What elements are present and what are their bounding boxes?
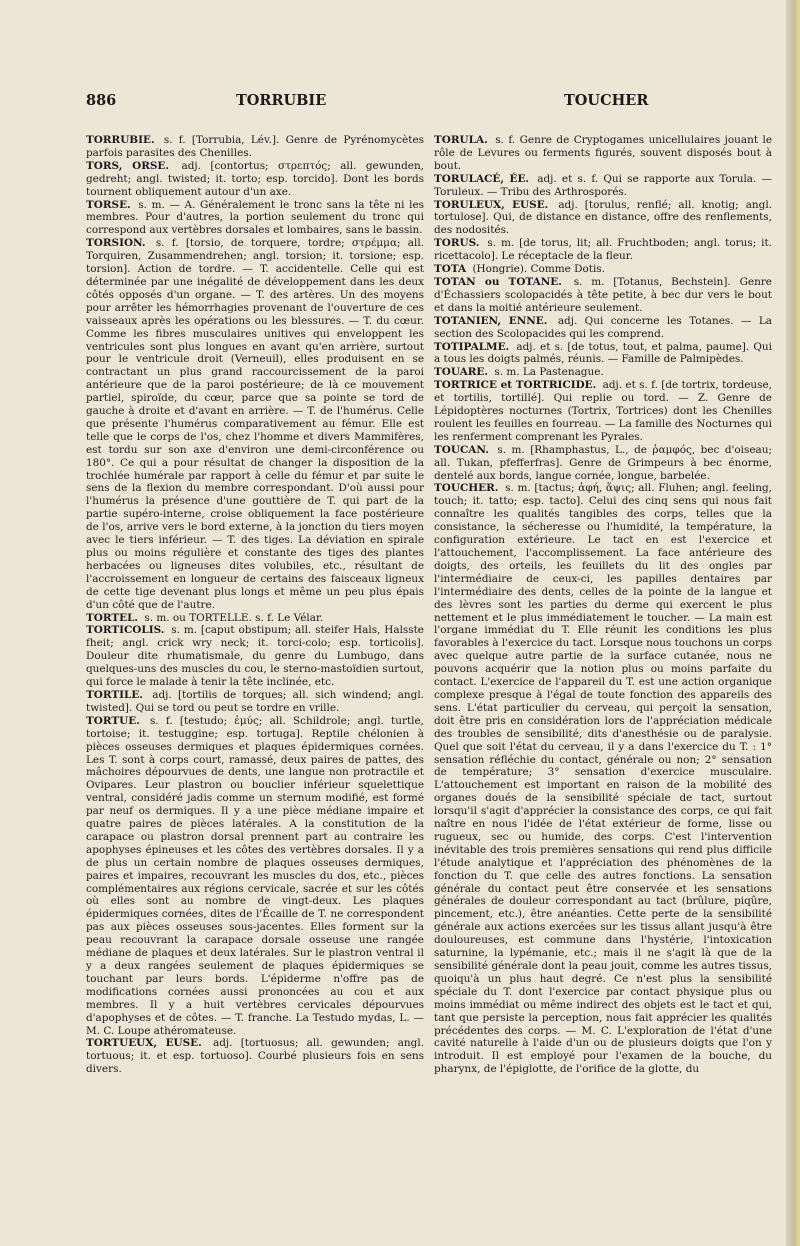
dictionary-entry — [86, 134, 424, 160]
entry-definition: (Hongrie). Comme Dotis. — [472, 263, 605, 276]
entry-headword: TORRUBIE. — [86, 134, 155, 146]
dictionary-entry — [86, 160, 424, 199]
entry-headword: TORTRICE et TORTRICIDE. — [434, 379, 597, 392]
entry-definition: s. m. [de torus, lit; all. Fruchtboden; angl. torus; it. ricettacolo]. Le réceptacle de la fleur. — [434, 237, 772, 263]
dictionary-entry — [434, 276, 772, 315]
dictionary-entry — [434, 173, 772, 199]
entry-headword: TORTEL. — [86, 611, 139, 624]
page-spine-edge — [786, 0, 800, 1246]
entry-definition: adj. et s. f. [de tortrix, tordeuse, et tortilis, tortillé]. Qui replie ou tord. — Z. Genre de Lépidoptères nocturnes (Tortrix, Tortrices) dont les Chenilles roulent les feuilles en fourreau. — La famille des Nocturnes qui les renferment comprenant les Pyrales. — [434, 379, 773, 443]
entry-headword: TORTUE. — [86, 714, 140, 727]
entry-definition: s. f. Genre de Cryptogames unicellulaires jouant le rôle de Levures ou ferments figurés, souvent disposés bout à bout. — [434, 134, 773, 172]
right-column — [434, 134, 772, 1076]
entry-headword: TORTILE. — [86, 688, 143, 701]
entry-headword: TOTAN ou TOTANE. — [434, 275, 562, 288]
entry-definition: s. m. — A. Généralement le tronc sans la tête ni les membres. Pour d'autres, la portion seulement du tronc qui correspond aux vertèbres dorsales et lombaires, sans le bassin. — [86, 198, 424, 237]
entry-definition: s. f. [Torrubia, Lév.]. Genre de Pyrénomycètes parfois parasites des Chenilles. — [86, 134, 424, 159]
entry-definition: s. m. [tactus; ἁφή, ἅψις; all. Fluhen; angl. feeling, touch; it. tatto; esp. tacto]. Celui des cinq sens qui nous fait connaître les qualités tangibles des corps, telles que la consistance, la sécheresse ou l'humidité, la température, la configuration extérieure. Le tact en est l'exercice et l'attouchement, l'accomplissement. La face antérieure des doigts, des orteils, les feuillets du lit des ongles par l'intermédiaire de ceux-ci, les papilles dentaires par l'intermédiaire des dents, celles de la pointe de la langue et des lèvres sont les parties du derme qui exercent le plus nettement et le plus immédiatement le toucher. — La main est l'organe immédiat du T. Elle réunit les conditions les plus favorables à l'exercice du tact. Lorsque nous touchons un corps avec quelque autre partie de la surface cutanée, nous ne pouvons acquérir que la notion plus ou moins parfaite du contact. L'exercice de l'appareil du T. est une action organique complexe presque à l'égal de toute fonction des appareils des sens. L'état particulier du cerveau, qui perçoit la sensation, doit être pris en considération lors de l'appréciation médicale des troubles de sensibilité, dits d'anesthésie ou de paralysie. Quel que soit l'état du cerveau, il y a dans l'exercice du T. : 1° sensation réfléchie du contact, générale ou non; 2° sensation de température; 3° sensation d'exercice musculaire. L'attouchement est important en raison de la mobilité des organes doués de la sensibilité spéciale de tact, surtout lorsqu'il s'agit d'apprécier la consistance des corps, ce qui fait naître en nous l'idée de l'état extérieur de forme, lisse ou rugueux, sec ou humide, des corps. C'est l'intervention inévitable des trois premières sensations qui rend plus difficile l'étude analytique et l'appréciation des phénomènes de la fonction du T. que celle des autres fonctions. La sensation générale du contact peut être conservée et les sensations générales de douleur correspondant au tact (brûlure, piqûre, pincement, etc.), être anéanties. Cette perte de la sensibilité générale aux actions exercées sur les tissus allant jusqu'à être douloureuses, est commune dans l'hystérie, l'intoxication saturnine, la lypémanie, etc.; mais il ne s'agit là que de la sensibilité générale dont la peau jouit, comme les autres tissus, quoiqu'à un plus haut degré. Ce n'est plus la sensibilité spéciale du T. dont l'exercice par contact physique plus ou moins immédiat ou même indirect des objets est le tact et qui, tant que persiste la perception, nous fait apprécier les qualités précédentes des corps. — M. C. L'exploration de l'état d'une cavité naturelle à l'aide d'un ou de plusieurs doigts que l'on y introduit. Il est employé pour l'examen de la bouche, du pharynx, de l'épiglotte, de l'orifice de la glotte, du — [434, 482, 772, 1076]
entry-definition: s. m. ou TORTELLE. s. f. Le Vélar. — [144, 611, 324, 624]
entry-definition: s. f. [torsio, de torquere, tordre; στρέμμα; all. Torquiren, Zusammendrehen; angl. torsion; it. torsione; esp. torsion]. Action de tordre. — T. accidentelle. Celle qui est déterminée par une inégalité de développement dans les deux côtés opposés d'un organe. — T. des artères. Un des moyens pour arrêter les hémorrhagies provenant de l'ouverture de ces vaisseaux après les opérations ou les blessures. — T. du cœur. Comme les fibres musculaires unitives qui enveloppent les ventricules sont plus longues en avant qu'en arrière, surtout pour le ventricule droit (Verneuil), elles produisent en se contractant un plus grand raccourcissement de la paroi antérieure que de la paroi postérieure; de là ce mouvement partiel, spiroïde, du cœur, parce que sa pointe se tord de gauche à droite et d'avant en arrière. — T. de l'humérus. Celle que présente l'humérus comparativement au fémur. Elle est telle que le corps de l'os, chez l'homme et divers Mammifères, est tordu sur son axe d'environ une demi-circonférence ou 180°. Ce qui a pour résultat de changer la disposition de la trochlée humérale par rapport à celle du fémur et par suite le sens de la flexion du membre correspondant. D'où aussi pour l'humérus la présence d'une gouttière de T. qui part de la partie supéro-interne, croise obliquement la face postérieure de l'os, arrive vers le bord externe, à la jonction du tiers moyen avec le tiers inférieur. — T. des tiges. La déviation en spirale plus ou moins régulière et constante des tiges des plantes herbacées ou ligneuses dites volubiles, etc., résultant de l'accroissement en longueur de certains des faisceaux ligneux de cette tige devenant plus longs et même un peu plus épais d'un côté que de l'autre. — [86, 237, 424, 611]
entry-definition: s. m. La Pastenague. — [494, 366, 604, 379]
entry-definition: adj. [tortuosus; all. gewunden; angl. tortuous; it. et esp. tortuoso]. Courbé plusieurs fois en sens divers. — [86, 1037, 424, 1076]
entry-headword: TORTUEUX, EUSE. — [86, 1037, 202, 1050]
entry-definition: adj. [contortus; στρεπτός; all. gewunden, gedreht; angl. twisted; it. torto; esp. torcido]. Dont les bords tournent obliquement autour d'un axe. — [86, 159, 424, 198]
running-header — [86, 92, 740, 116]
dictionary-entry — [86, 1037, 424, 1076]
entry-definition: adj. Qui concerne les Totanes. — La section des Scolopacides qui les comprend. — [434, 314, 772, 340]
dictionary-entry — [434, 315, 772, 341]
entry-definition: s. m. [caput obstipum; all. steifer Hals, Halsste fheit; angl. crick wry neck; it. torci-colo; esp. torticolis]. Douleur dite rhumatismale, du genre du Lumbugo, dans quelques-uns des muscles du cou, le sterno-mastoïdien surtout, qui force le malade à tenir la tête inclinée, etc. — [86, 624, 424, 689]
entry-headword: TOTIPALME. — [434, 340, 510, 353]
entry-definition: adj. [tortilis de torques; all. sich windend; angl. twisted]. Qui se tord ou peut se tordre en vrille. — [86, 688, 424, 714]
entry-definition: adj. [torulus, renflé; all. knotig; angl. tortulose]. Qui, de distance en distance, offre des renflements, des nodosités. — [434, 198, 772, 237]
entry-headword: TOTA — [434, 263, 467, 276]
dictionary-entry — [434, 237, 772, 263]
entry-headword: TORULEUX, EUSE. — [434, 198, 549, 211]
dictionary-entry — [434, 482, 772, 1076]
entry-headword: TORUS. — [434, 237, 480, 250]
left-column — [86, 134, 424, 1076]
dictionary-entry — [434, 366, 772, 379]
entry-headword: TORULACÉ, ÉE. — [434, 172, 530, 185]
right-running-head: TOUCHER — [564, 92, 649, 109]
page-number: 886 — [86, 92, 117, 109]
entry-headword: TORTICOLIS. — [86, 624, 165, 637]
dictionary-entry — [434, 341, 772, 367]
entry-headword: TOUCAN. — [434, 443, 489, 456]
left-running-head: TORRUBIE — [236, 92, 327, 109]
dictionary-entry — [434, 379, 772, 444]
dictionary-entry — [434, 263, 772, 276]
dictionary-entry — [86, 612, 424, 625]
entry-definition: adj. et s. [de totus, tout, et palma, paume]. Qui a tous les doigts palmés, réunis. — Famille de Palmipèdes. — [434, 340, 772, 366]
dictionary-entry — [86, 237, 424, 611]
entry-headword: TORSION. — [86, 237, 146, 250]
entry-headword: TORS, ORSE. — [86, 159, 169, 172]
dictionary-entry — [434, 444, 772, 483]
entry-headword: TORULA. — [434, 134, 488, 146]
entry-definition: adj. et s. f. Qui se rapporte aux Torula. — Toruleux. — Tribu des Arthrosporés. — [434, 172, 772, 198]
dictionary-entry — [434, 134, 772, 173]
dictionary-entry — [86, 689, 424, 715]
dictionary-entry — [86, 199, 424, 238]
entry-definition: s. m. [Rhamphastus, L., de ῥαμφός, bec d'oiseau; all. Tukan, pfefferfras]. Genre de Grimpeurs à bec énorme, dentelé aux bords, langue cornée, longue, barbelée. — [434, 443, 772, 482]
dictionary-entry — [86, 624, 424, 689]
entry-definition: s. m. [Totanus, Bechstein]. Genre d'Échassiers scolopacidés à tête petite, à bec dur vers le bout et dans la moitié antérieure seulement. — [434, 275, 772, 314]
entry-headword: TOUARE. — [434, 366, 489, 379]
entry-definition: s. f. [testudo; ἐμύς; all. Schildrole; angl. turtle, tortoise; it. testuggine; esp. tortuga]. Reptile chélonien à pièces osseuses dermiques et plaques épidermiques cornées. Les T. sont à corps court, ramassé, deux paires de pattes, des mâchoires dépourvues de dents, une langue non protractile et Ovipares. Leur plastron ou bouclier inférieur squelettique ventral, considéré jadis comme un sternum modifié, est formé par neuf os dermiques. Il y a une pièce médiane impaire et quatre paires de pièces latérales. A la constitution de la carapace ou plastron dorsal prennent part au contraire les apophyses épineuses et les côtes des vertèbres dorsales. Il y a de plus un certain nombre de plaques osseuses dermiques, paires et impaires, recouvrant les muscles du dos, etc., pièces complémentaires aux régions cervicale, sacrée et sur les côtés où elles sont au nombre de vingt-deux. Les plaques épidermiques cornées, dites de l'Écaille de T. ne correspondent pas aux pièces osseuses sous-jacentes. Elles forment sur la peau recouvrant la carapace dorsale osseuse une rangée médiane de plaques et deux latérales. Sur le plastron ventral il y a deux rangées seulement de plaques épidermiques se touchant par leurs bords. L'épiderme n'offre pas de modifications cornées aussi prononcées au cou et aux membres. Il y a huit vertèbres cervicales dépourvues d'apophyses et de côtes. — T. franche. La Testudo mydas, L. — M. C. Loupe athéromateuse. — [86, 714, 424, 1037]
entry-headword: TOTANIEN, ENNE. — [434, 314, 548, 327]
entry-headword: TOUCHER. — [434, 482, 499, 495]
dictionary-entry — [86, 715, 424, 1038]
dictionary-entry — [434, 199, 772, 238]
entry-headword: TORSE. — [86, 198, 131, 211]
